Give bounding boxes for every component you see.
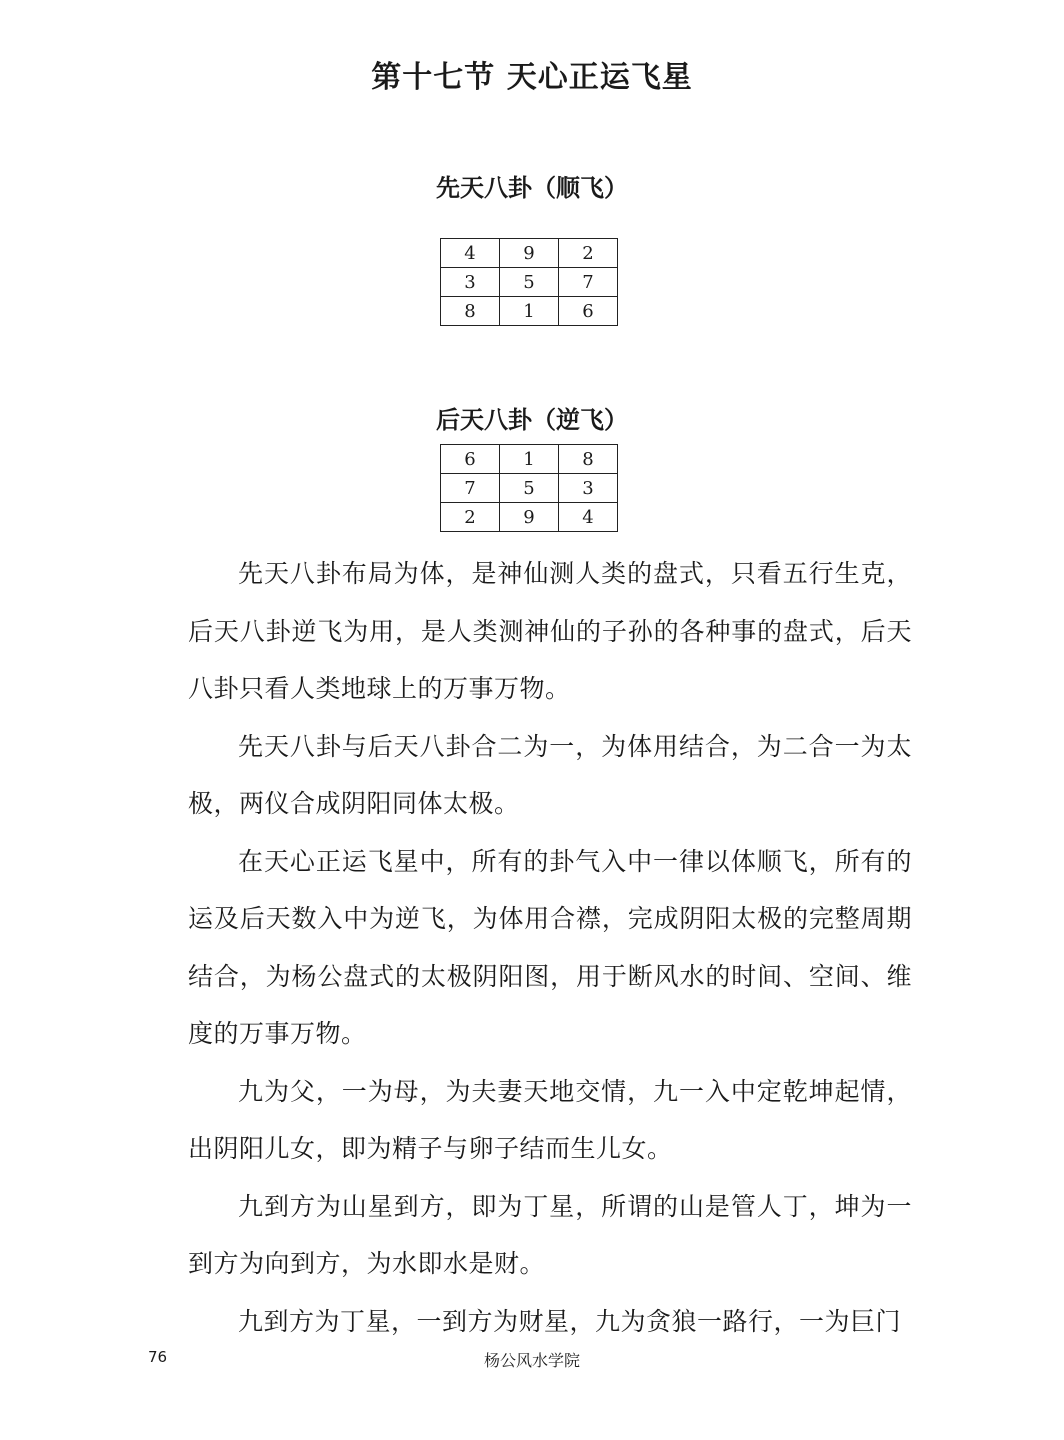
page-number: 76 <box>148 1348 168 1366</box>
grid-cell: 1 <box>500 445 559 474</box>
grid-cell: 8 <box>559 445 618 474</box>
paragraph: 先天八卦布局为体，是神仙测人类的盘式，只看五行生克，后天八卦逆飞为用，是人类测神仙的子孙的各种事的盘式，后天八卦只看人类地球上的万事万物。 <box>188 559 912 703</box>
table-row <box>441 445 618 474</box>
paragraph: 九到方为丁星，一到方为财星，九为贪狼一路行，一为巨门 <box>238 1306 902 1336</box>
grid-cell: 9 <box>500 503 559 532</box>
xiantian-heading: 先天八卦（顺飞） <box>436 173 628 202</box>
paragraph: 在天心正运飞星中，所有的卦气入中一律以体顺飞，所有的运及后天数入中为逆飞，为体用合襟，完成阴阳太极的完整周期结合，为杨公盘式的太极阴阳图，用于断风水的时间、空间、维度的万事万物。 <box>188 846 912 1048</box>
paragraph: 九到方为山星到方，即为丁星，所谓的山是管人丁，坤为一到方为向到方，为水即水是财。 <box>188 1191 912 1278</box>
grid-cell: 8 <box>441 297 500 326</box>
grid-cell: 3 <box>559 474 618 503</box>
paragraph: 先天八卦与后天八卦合二为一，为体用结合，为二合一为太极，两仪合成阴阳同体太极。 <box>188 731 912 818</box>
table-row <box>441 268 618 297</box>
table-row <box>441 239 618 268</box>
table-row <box>441 297 618 326</box>
table-row <box>441 474 618 503</box>
grid-cell: 4 <box>559 503 618 532</box>
grid-cell: 5 <box>500 474 559 503</box>
grid-cell: 2 <box>559 239 618 268</box>
grid-cell: 7 <box>441 474 500 503</box>
paragraph: 九为父，一为母，为夫妻天地交情，九一入中定乾坤起情，出阴阳儿女，即为精子与卵子结而生儿女。 <box>188 1076 912 1163</box>
grid-cell: 1 <box>500 297 559 326</box>
grid-cell: 2 <box>441 503 500 532</box>
grid-cell: 5 <box>500 268 559 297</box>
table-row <box>441 503 618 532</box>
grid-cell: 6 <box>441 445 500 474</box>
grid-cell: 4 <box>441 239 500 268</box>
page-title: 第十七节 天心正运飞星 <box>371 60 693 95</box>
footer-publisher: 杨公风水学院 <box>483 1351 580 1370</box>
xiantian-grid <box>440 238 618 326</box>
grid-cell: 3 <box>441 268 500 297</box>
grid-cell: 7 <box>559 268 618 297</box>
body-text <box>188 545 912 1350</box>
grid-cell: 6 <box>559 297 618 326</box>
houtian-heading: 后天八卦（逆飞） <box>436 405 628 434</box>
grid-cell: 9 <box>500 239 559 268</box>
houtian-grid <box>440 444 618 532</box>
